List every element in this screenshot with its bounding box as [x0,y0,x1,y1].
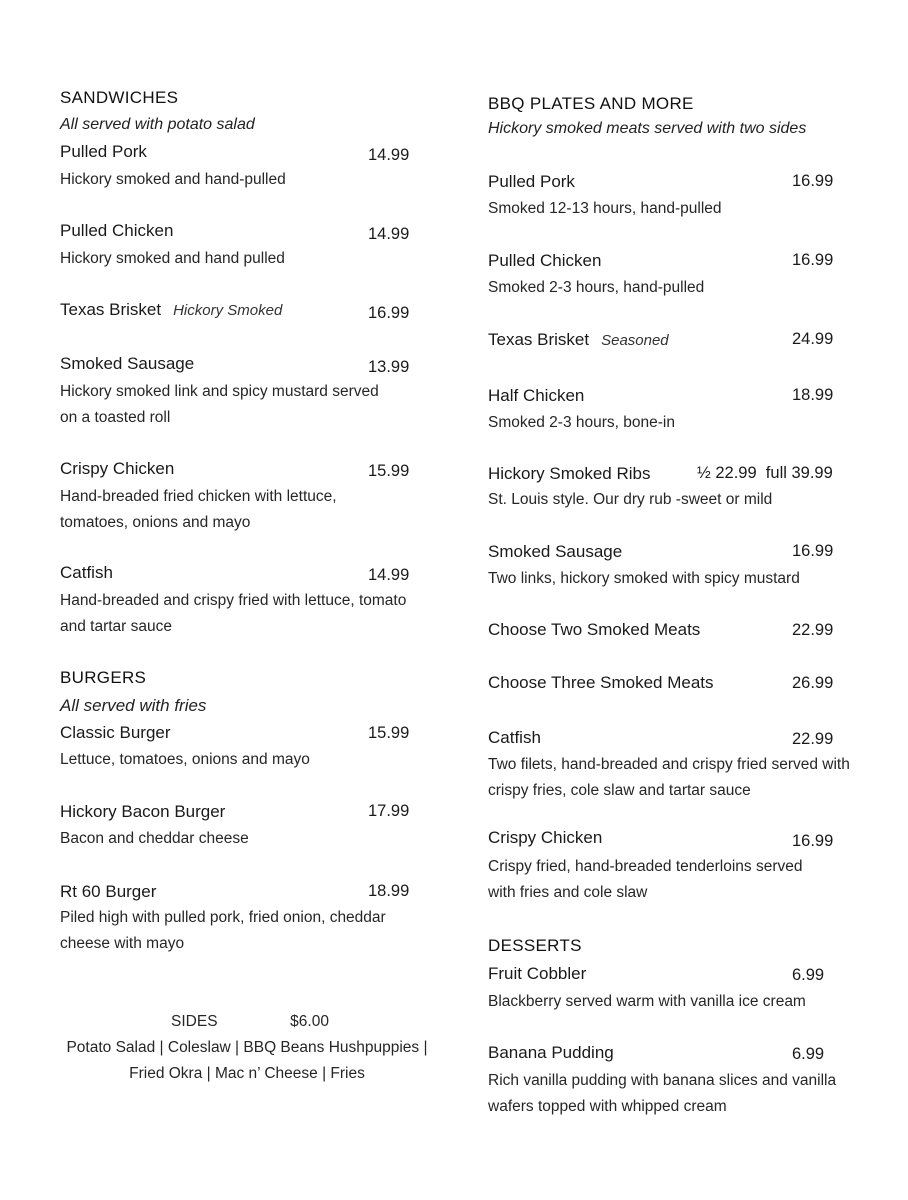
menu-item-price: 18.99 [368,882,410,900]
menu-item-name [60,300,282,320]
menu-item-price: ½ 22.99 full 39.99 [697,464,833,482]
menu-item-price: 26.99 [792,674,834,692]
menu-item-description: Bacon and cheddar cheese [60,830,249,847]
menu-item-price: 22.99 [792,730,834,748]
menu-item-name: Smoked Sausage [488,542,623,561]
menu-item-tag: Hickory Smoked [173,302,283,319]
menu-item-name-text: Texas Brisket [60,300,162,319]
menu-item-price: 18.99 [792,386,834,404]
menu-item-price: 14.99 [368,566,410,584]
bbq-subtitle: Hickory smoked meats served with two sides [488,120,807,137]
menu-item-price: 6.99 [792,966,825,984]
menu-item-price: 24.99 [792,330,834,348]
sandwiches-subtitle: All served with potato salad [60,116,255,133]
menu-item-price: 13.99 [368,358,410,376]
menu-item-price: 16.99 [792,172,834,190]
menu-item-description: Hickory smoked link and spicy mustard served on a toasted roll [60,383,379,426]
menu-item-description: Smoked 2-3 hours, bone-in [488,414,675,431]
menu-item-name: Pulled Chicken [60,221,174,240]
menu-item-name: Classic Burger [60,723,171,742]
menu-item-description: Blackberry served warm with vanilla ice cream [488,993,806,1010]
menu-item-description: Smoked 2-3 hours, hand-pulled [488,279,705,296]
menu-item-description: Two filets, hand-breaded and crispy fried served with crispy fries, cole slaw and tartar sauce [488,756,850,799]
menu-item-description: Crispy fried, hand-breaded tenderloins served with fries and cole slaw [488,858,803,901]
menu-item-description: Piled high with pulled pork, fried onion, cheddar cheese with mayo [60,909,386,952]
menu-item-description: Hand-breaded fried chicken with lettuce, tomatoes, onions and mayo [60,488,337,531]
menu-item-name: Pulled Chicken [488,251,602,270]
menu-item-name: Catfish [60,563,113,582]
menu-item-price: 16.99 [792,542,834,560]
menu-item-name: Crispy Chicken [488,828,603,847]
menu-item-description: St. Louis style. Our dry rub -sweet or mild [488,491,773,508]
sandwiches-heading: SANDWICHES [60,88,179,107]
menu-item-price: 14.99 [368,225,410,243]
menu-item-price: 14.99 [368,146,410,164]
menu-item-name: Rt 60 Burger [60,882,157,901]
menu-item-name: Fruit Cobbler [488,964,587,983]
menu-item-description: Hand-breaded and crispy fried with lettuce, tomato and tartar sauce [60,592,407,635]
menu-item-price: 16.99 [792,251,834,269]
burgers-heading: BURGERS [60,668,147,687]
menu-item-name: Banana Pudding [488,1043,614,1062]
menu-item-name: Smoked Sausage [60,354,195,373]
menu-item-name: Pulled Pork [488,172,575,191]
menu-item-name: Hickory Smoked Ribs [488,464,651,483]
sides-heading-row [60,1009,440,1035]
menu-item-description: Two links, hickory smoked with spicy mustard [488,570,800,587]
menu-item-price: 22.99 [792,621,834,639]
menu-item-price: 15.99 [368,724,410,742]
menu-item-name: Pulled Pork [60,142,147,161]
menu-item-description: Rich vanilla pudding with banana slices and vanilla wafers topped with whipped cream [488,1072,837,1115]
menu-item-name: Catfish [488,728,541,747]
bbq-heading: BBQ PLATES AND MORE [488,94,694,113]
menu-item-description: Hickory smoked and hand pulled [60,250,285,267]
menu-item-description: Smoked 12-13 hours, hand-pulled [488,200,722,217]
menu-item-price: 6.99 [792,1045,825,1063]
burgers-subtitle: All served with fries [60,696,207,715]
desserts-heading: DESSERTS [488,936,582,955]
menu-item-name: Choose Three Smoked Meats [488,673,714,692]
menu-item-name-text: Texas Brisket [488,330,590,349]
menu-item-name: Crispy Chicken [60,459,175,478]
sides-list: Potato Salad | Coleslaw | BBQ Beans Hushpuppies | Fried Okra | Mac n’ Cheese | Fries [66,1039,428,1082]
menu-item-price: 16.99 [368,304,410,322]
menu-item-description: Hickory smoked and hand-pulled [60,171,286,188]
menu-item-name: Choose Two Smoked Meats [488,620,701,639]
menu-item-name: Half Chicken [488,386,585,405]
menu-item-tag: Seasoned [601,332,669,349]
menu-item-price: 17.99 [368,802,410,820]
menu-item-price: 15.99 [368,462,410,480]
menu-item-name [488,330,669,350]
sides-price: $6.00 [290,1013,329,1030]
menu-item-price: 16.99 [792,832,834,850]
sides-title: SIDES [171,1013,218,1030]
menu-item-description: Lettuce, tomatoes, onions and mayo [60,751,310,768]
menu-item-name: Hickory Bacon Burger [60,802,226,821]
